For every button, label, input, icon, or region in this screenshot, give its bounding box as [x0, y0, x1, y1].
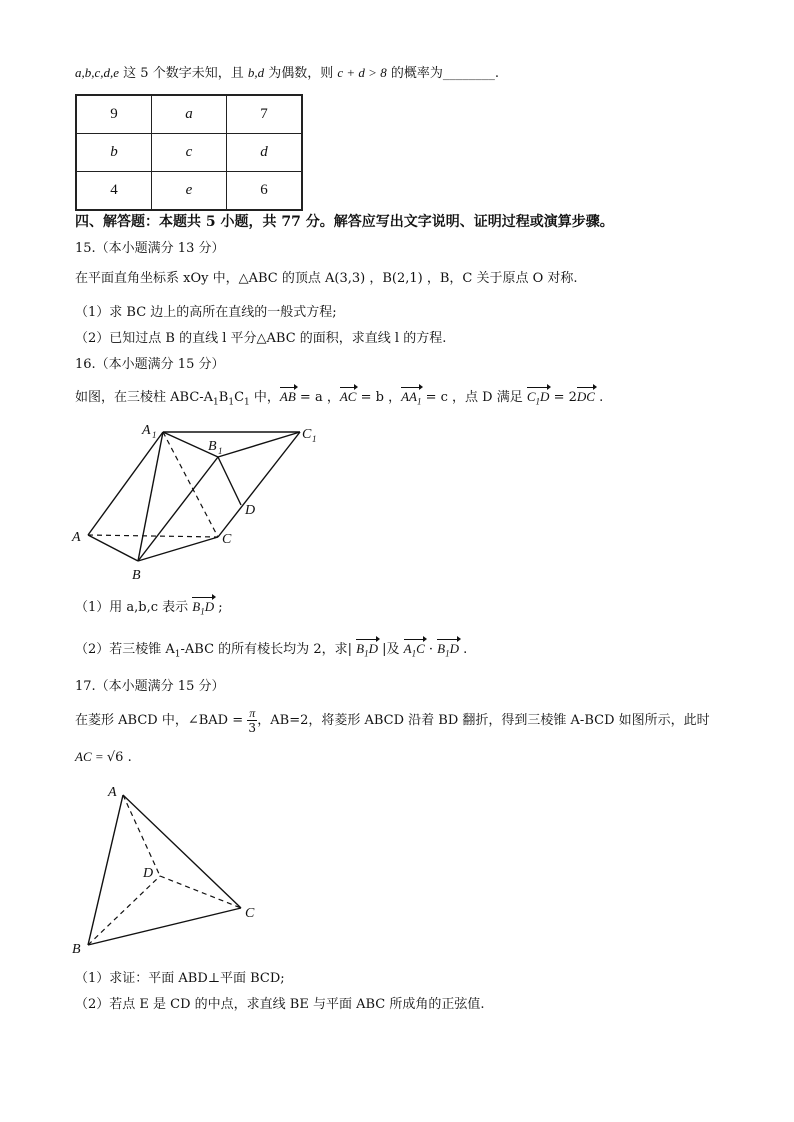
- grid-cell: 6: [227, 172, 303, 211]
- q15-heading: 15.（本小题满分 13 分）: [75, 241, 225, 256]
- vector-b1d: $B_1D$: [192, 598, 214, 621]
- grid-cell: d: [227, 134, 303, 172]
- q17-ac-a: AC =: [75, 749, 107, 764]
- q15-part2: （2）已知过点 B 的直线 l 平分△ABC 的面积，求直线 l 的方程.: [75, 331, 447, 346]
- q16-stem-b: B: [218, 390, 229, 405]
- grid-cell: 4: [76, 172, 152, 211]
- q17-heading: 17.（本小题满分 15 分）: [75, 679, 225, 694]
- vector-aa1: $AA_1$: [401, 388, 421, 411]
- label-a: A: [72, 530, 81, 545]
- intro-text3: 的概率为: [386, 66, 443, 81]
- number-grid: [75, 94, 303, 211]
- label-d: D: [143, 866, 154, 881]
- q17-stem-a: 在菱形 ABCD 中，∠BAD =: [75, 713, 248, 728]
- q16-part1: [75, 598, 223, 621]
- q17-part1: （1）求证：平面 ABD⊥平面 BCD;: [75, 971, 285, 986]
- vector-a1c: $A_1C$: [404, 640, 425, 663]
- label-c1: C: [302, 427, 312, 442]
- grid-cell: c: [152, 134, 227, 172]
- q16-p2-d: ·: [424, 642, 438, 657]
- label-c: C: [222, 532, 232, 547]
- grid-cell: 7: [227, 95, 303, 134]
- intro-line: [75, 64, 499, 83]
- q17-part2: （2）若点 E 是 CD 的中点，求直线 BE 与平面 ABC 所成角的正弦值.: [75, 997, 485, 1012]
- label-d: D: [245, 503, 256, 518]
- q16-p2-e: .: [458, 642, 468, 657]
- label-a1: A: [142, 423, 151, 438]
- intro-text1: 这 5 个数字未知，且: [119, 66, 248, 81]
- intro-text2: 为偶数，则: [264, 66, 338, 81]
- q17-ac: [75, 748, 132, 767]
- table-row: [76, 172, 302, 211]
- q16-heading: 16.（本小题满分 15 分）: [75, 357, 225, 372]
- label-b: B: [132, 568, 141, 583]
- vector-ac: AC: [339, 389, 357, 404]
- q17-stem-b: ，AB=2，将菱形 ABCD 沿着 BD 翻折，得到三棱锥 A-BCD 如图所示，此时: [257, 713, 710, 728]
- label-b: B: [72, 942, 81, 957]
- intro-cond: c + d > 8: [337, 65, 387, 80]
- vector-ab: AB: [279, 389, 296, 404]
- q15-part1: （1）求 BC 边上的高所在直线的一般式方程;: [75, 305, 337, 320]
- q17-ac-c: .: [123, 750, 132, 765]
- tetrahedron-figure: [68, 780, 268, 960]
- q16-eq-b: = b ，: [356, 390, 402, 405]
- table-row: [76, 95, 302, 134]
- q16-stem-a: 如图，在三棱柱 ABC-A: [75, 390, 214, 405]
- vector-b1d-2: $B_1D$: [356, 640, 378, 663]
- q16-eq-d: = 2: [549, 390, 577, 405]
- grid-cell: e: [152, 172, 227, 211]
- label-b1: B: [208, 439, 217, 454]
- q17-ac-b: √6: [106, 750, 124, 765]
- grid-cell: a: [152, 95, 227, 134]
- svg-text:1: 1: [152, 430, 157, 440]
- q16-p2-b: -ABC 的所有棱长均为 2，求|: [180, 642, 357, 657]
- fraction-pi-3: $\frac{\pi}{3}$: [248, 706, 257, 735]
- label-a: A: [108, 785, 117, 800]
- intro-end: .: [494, 66, 499, 81]
- intro-vars: a,b,c,d,e: [75, 65, 120, 80]
- label-c: C: [245, 906, 255, 921]
- prism-figure: [70, 420, 330, 590]
- q16-eq-a: = a ，: [295, 390, 340, 405]
- q16-p1-c: ;: [214, 600, 223, 615]
- q16-p2-a: （2）若三棱锥 A: [75, 642, 175, 657]
- q16-end: .: [594, 390, 604, 405]
- q16-p2-c: |及: [377, 642, 404, 657]
- q16-stem: 如图，在三棱柱 ABC-$A_1B_1C_1$ 中，AB = a ，AC = b ，$AA_1 = c$ ，点 D 满足 $C_1D = 2DC$ .: [75, 388, 603, 412]
- table-row: [76, 134, 302, 172]
- vector-dc: DC: [576, 389, 595, 404]
- answer-blank[interactable]: ________: [442, 66, 495, 81]
- grid-cell: b: [76, 134, 152, 172]
- q15-stem: 在平面直角坐标系 xOy 中，△ABC 的顶点 A(3,3) ，B(2,1) ，B，C 关于原点 O 对称.: [75, 271, 578, 286]
- q16-eq-c: = c ，点 D 满足: [421, 390, 527, 405]
- q16-stem-d: 中，: [249, 390, 280, 405]
- grid-cell: 9: [76, 95, 152, 134]
- svg-text:1: 1: [312, 434, 317, 444]
- vector-c1d: $C_1D$: [527, 388, 550, 411]
- svg-text:1: 1: [218, 446, 223, 456]
- section-heading: 四、解答题：本题共 5 小题，共 77 分。解答应写出文字说明、证明过程或演算步骤。: [75, 214, 614, 230]
- q16-stem-c: C: [234, 390, 245, 405]
- q16-part2: （2）若三棱锥 $A_1$-ABC 的所有棱长均为 2，求| $B_1D$ |及 $A_1C \cdot B_1D$ .: [75, 640, 467, 664]
- q17-stem: [75, 706, 710, 736]
- intro-bd: b,d: [247, 65, 265, 80]
- q16-p1-a: （1）用 a,b,c 表示: [75, 600, 193, 615]
- vector-b1d-3: $B_1D$: [437, 640, 459, 663]
